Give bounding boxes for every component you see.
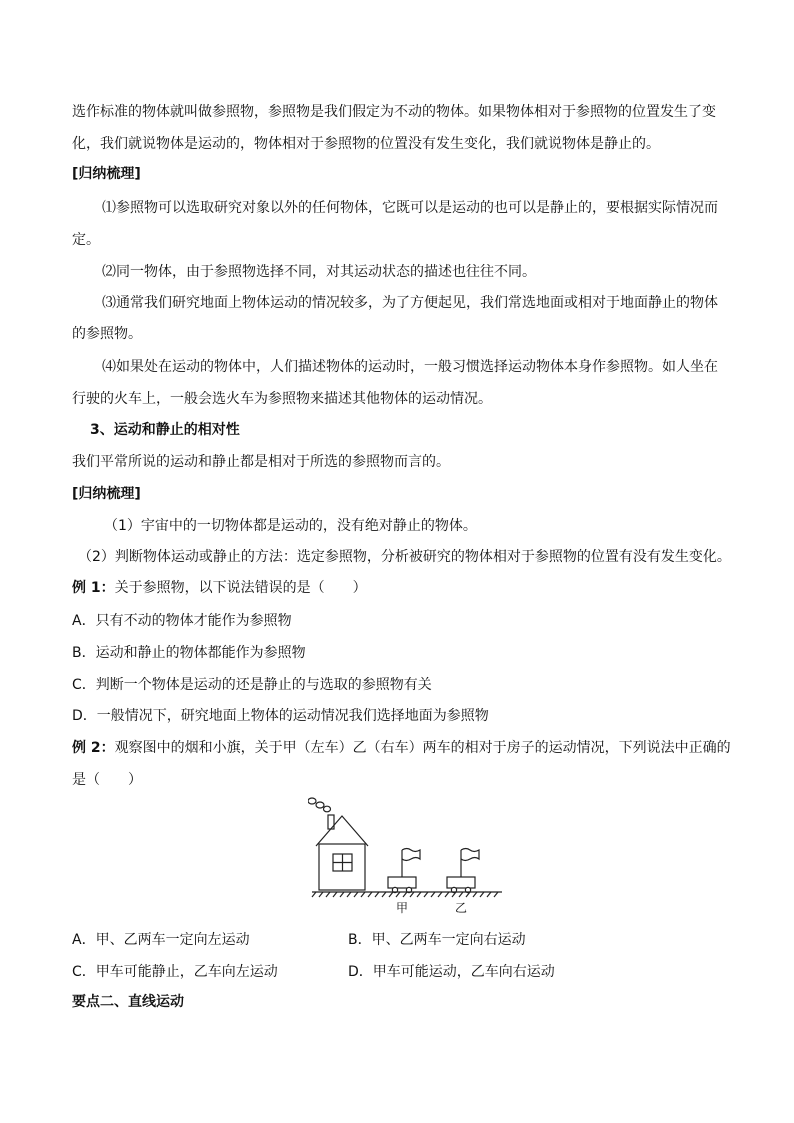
summary-1-item-3-line-2: 的参照物。 <box>72 326 142 342</box>
paragraph-1-line-1: 选作标准的物体就叫做参照物，参照物是我们假定为不动的物体。如果物体相对于参照物的位置发生了变 <box>72 104 716 120</box>
example-2-option-a: A．甲、乙两车一定向左运动 <box>72 932 250 948</box>
cart-label-jia: 甲 <box>395 901 409 915</box>
summary-2-item-2: （2）判断物体运动或静止的方法：选定参照物，分析被研究的物体相对于参照物的位置有没有发生变化。 <box>78 549 731 565</box>
right-cart <box>447 849 479 893</box>
example-1-label: 例 1： <box>72 580 115 596</box>
house-and-carts-figure <box>308 796 504 920</box>
example-1-option-c: C．判断一个物体是运动的还是静止的与选取的参照物有关 <box>72 677 432 693</box>
summary-2-heading: [归纳梳理] <box>72 486 141 502</box>
summary-1-item-2: ⑵同一物体，由于参照物选择不同，对其运动状态的描述也往往不同。 <box>102 264 536 280</box>
left-cart <box>388 849 420 893</box>
next-section-heading: 要点二、直线运动 <box>72 994 184 1010</box>
summary-1-heading: [归纳梳理] <box>72 166 141 182</box>
house <box>316 815 368 890</box>
summary-2-item-1: （1）宇宙中的一切物体都是运动的，没有绝对静止的物体。 <box>104 518 477 534</box>
example-1-option-a: A．只有不动的物体才能作为参照物 <box>72 613 292 629</box>
example-2-option-b: B．甲、乙两车一定向右运动 <box>348 932 526 948</box>
summary-1-item-1-line-1: ⑴参照物可以选取研究对象以外的任何物体，它既可以是运动的也可以是静止的，要根据实际情况而 <box>102 200 718 216</box>
section-3-text: 我们平常所说的运动和静止都是相对于所选的参照物而言的。 <box>72 454 450 470</box>
paragraph-1-line-2: 化，我们就说物体是运动的，物体相对于参照物的位置没有发生变化，我们就说物体是静止的。 <box>72 136 660 152</box>
example-2-stem-line-2: 是（ ） <box>72 772 142 788</box>
summary-1-item-3-line-1: ⑶通常我们研究地面上物体运动的情况较多，为了方便起见，我们常选地面或相对于地面静止的物体 <box>102 295 718 311</box>
section-3-heading: 3、运动和静止的相对性 <box>90 422 240 438</box>
example-2-option-c: C．甲车可能静止，乙车向左运动 <box>72 964 278 980</box>
summary-1-item-4-line-2: 行驶的火车上，一般会选火车为参照物来描述其他物体的运动情况。 <box>72 391 492 407</box>
example-2-label: 例 2： <box>72 740 115 756</box>
example-1-question <box>72 578 367 598</box>
example-1-option-b: B．运动和静止的物体都能作为参照物 <box>72 645 306 661</box>
cart-label-yi: 乙 <box>454 901 468 915</box>
example-2-question-line-1 <box>72 738 731 758</box>
example-2-stem-line-1: 观察图中的烟和小旗，关于甲（左车）乙（右车）两车的相对于房子的运动情况，下列说法中正确的 <box>114 740 731 756</box>
example-1-stem: 关于参照物，以下说法错误的是（ ） <box>114 580 367 596</box>
example-2-option-d: D．甲车可能运动，乙车向右运动 <box>348 964 555 980</box>
smoke-puffs <box>308 798 331 812</box>
ground <box>312 892 502 897</box>
summary-1-item-1-line-2: 定。 <box>72 232 100 248</box>
example-1-option-d: D．一般情况下，研究地面上物体的运动情况我们选择地面为参照物 <box>72 708 489 724</box>
summary-1-item-4-line-1: ⑷如果处在运动的物体中，人们描述物体的运动时，一般习惯选择运动物体本身作参照物。如人坐在 <box>102 359 718 375</box>
